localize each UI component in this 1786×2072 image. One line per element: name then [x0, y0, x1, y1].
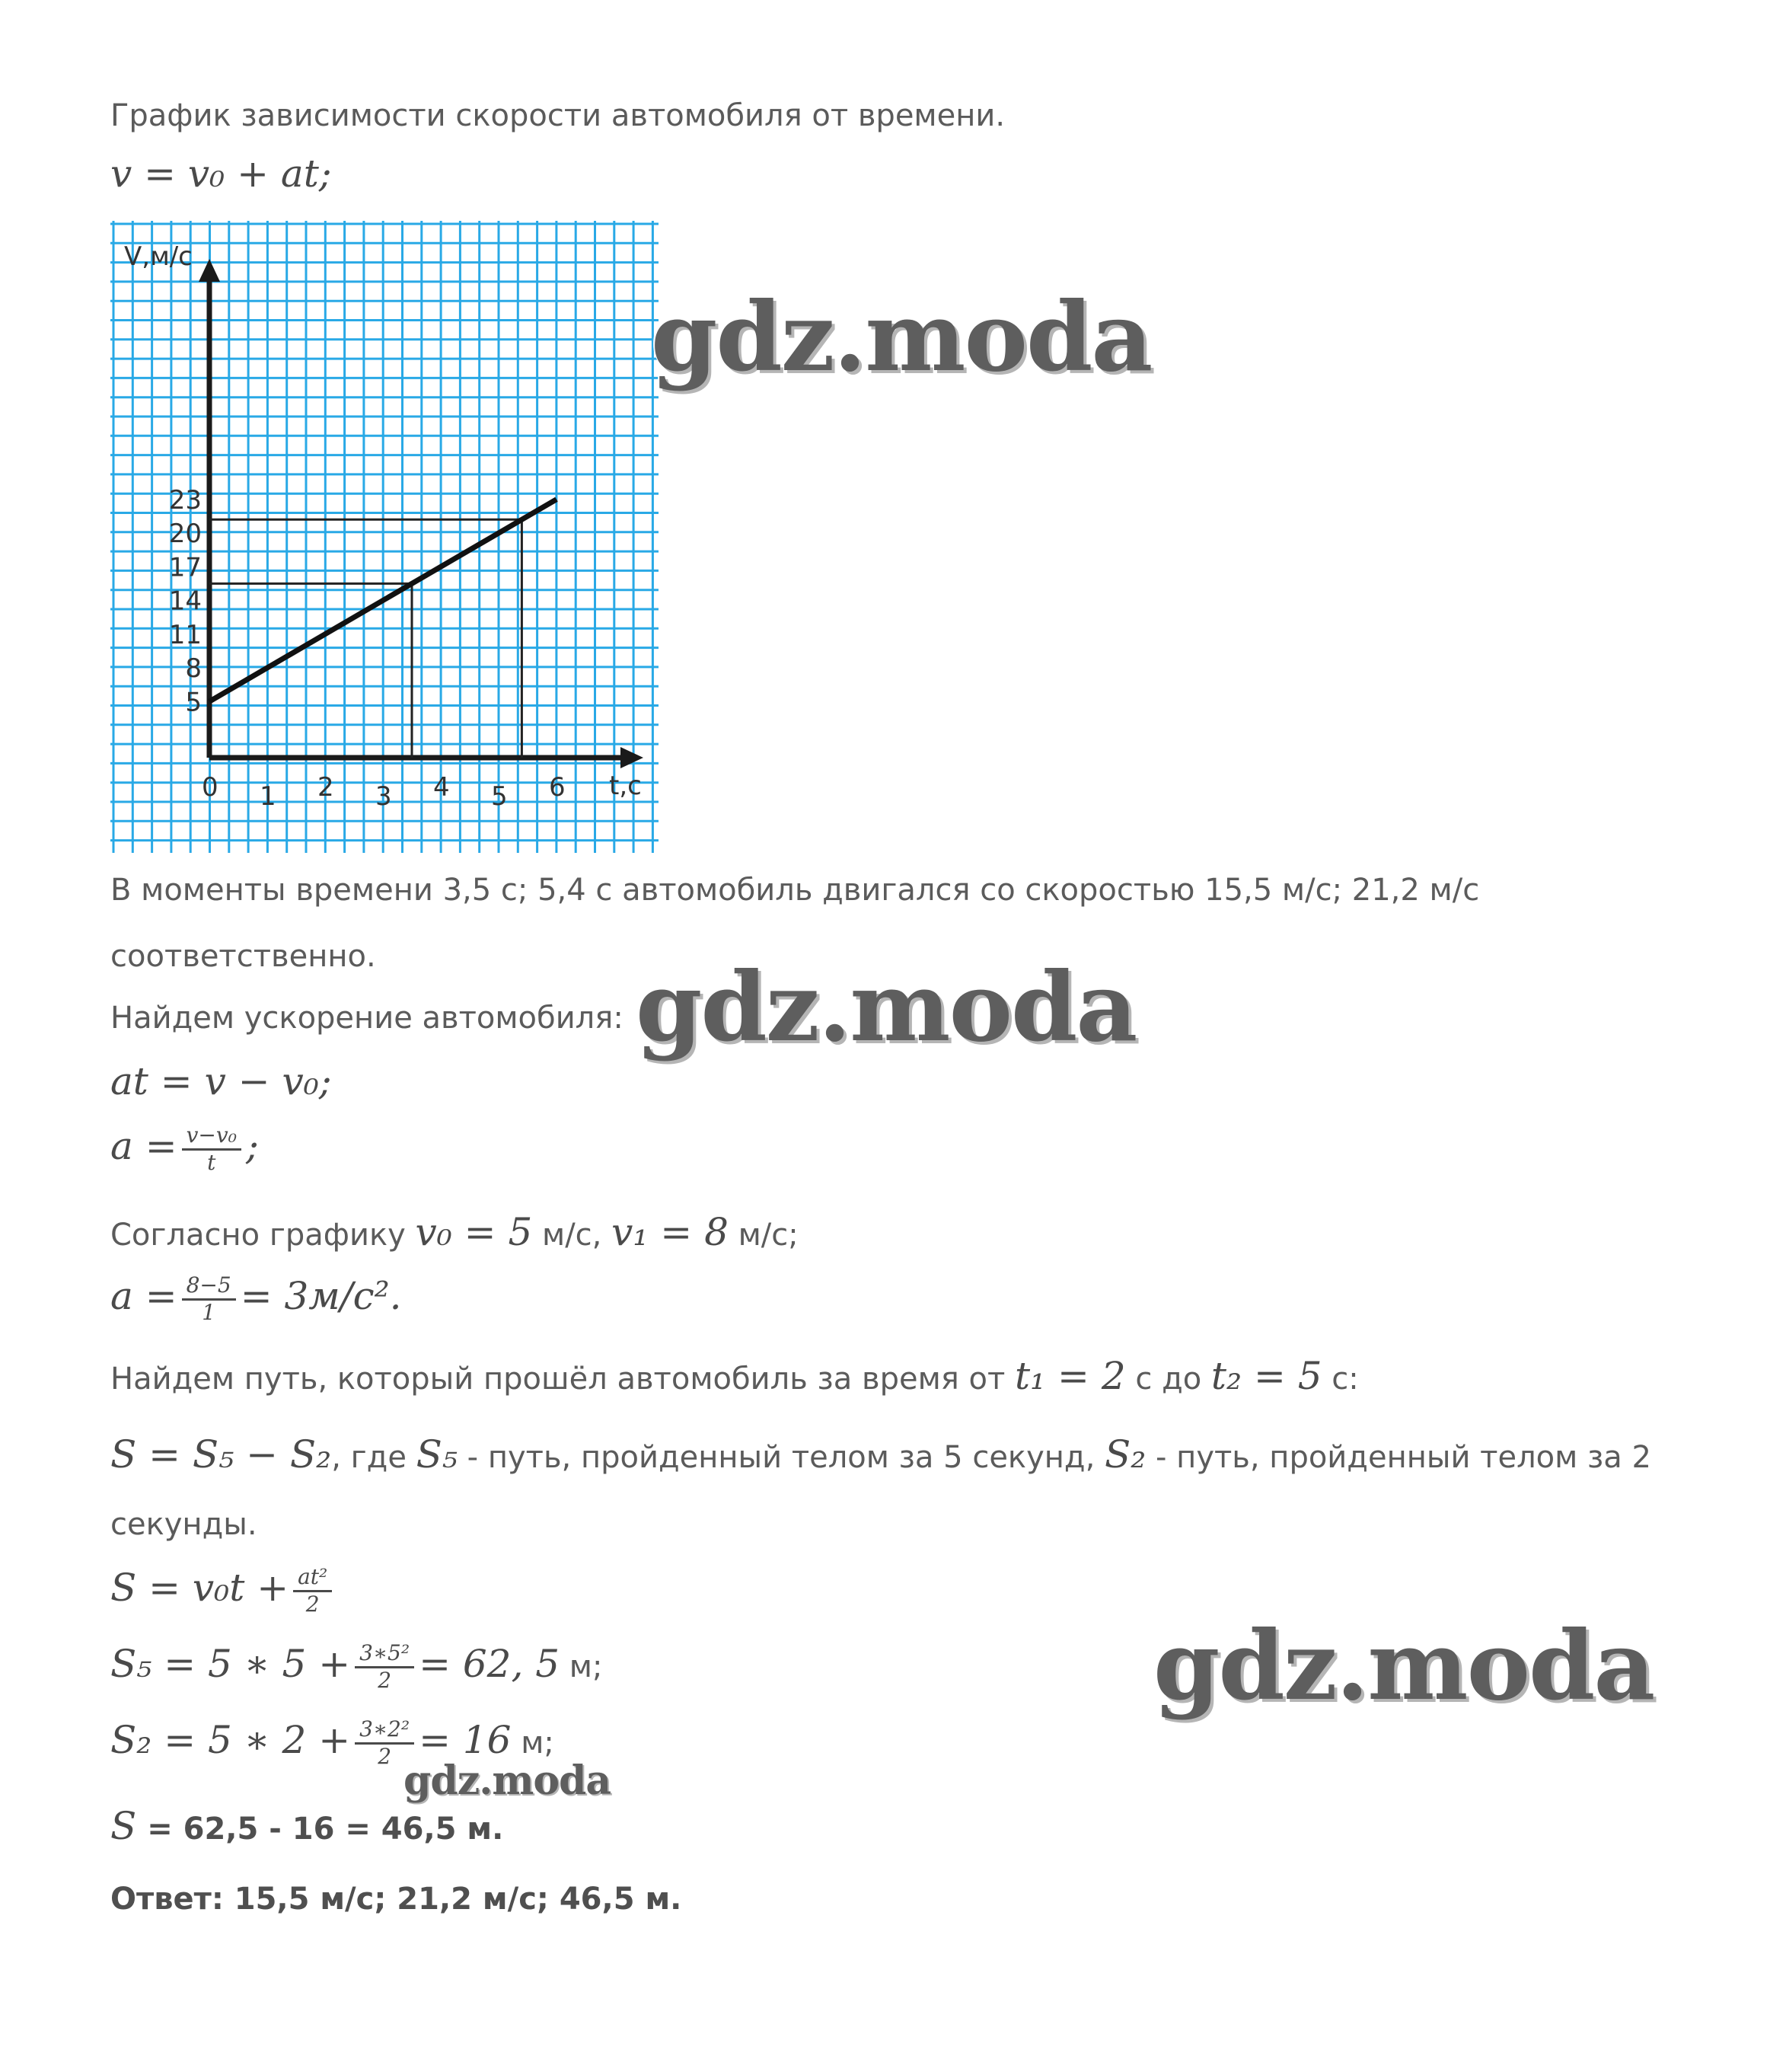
eq-s5-fraction — [355, 1641, 414, 1692]
watermark-4: gdz.moda — [403, 1758, 611, 1804]
eq-s-text1: , где — [331, 1440, 416, 1475]
eq-s-general-num: at² — [293, 1565, 332, 1592]
watermark-2: gdz.moda — [636, 952, 1137, 1063]
y-tick-label: 23 — [168, 484, 202, 516]
eq-s-general-lhs: S = v₀t + — [110, 1566, 289, 1610]
eq-s-s2: S₂ — [1105, 1432, 1147, 1477]
graph-v1: v₁ = 8 — [611, 1210, 729, 1254]
eq-s-main: S = S₅ − S₂ — [110, 1432, 332, 1477]
eq-a-lhs: a = — [110, 1124, 177, 1168]
watermark-1: gdz.moda — [651, 282, 1152, 393]
eq-s2-lhs: S₂ = 5 ∗ 2 + — [110, 1718, 351, 1762]
find-path-prefix: Найдем путь, который прошёл автомобиль за время от — [110, 1362, 1016, 1397]
y-tick-label: 14 — [168, 586, 202, 617]
eq-s5-den: 2 — [378, 1667, 392, 1693]
eq-a — [110, 1123, 259, 1175]
x-tick-label: 3 — [375, 781, 392, 812]
y-tick-label: 8 — [185, 653, 202, 684]
graph-mid: м/с, — [532, 1218, 612, 1253]
eq-s-definition — [110, 1432, 1651, 1477]
eq-s5-lhs: S₅ = 5 ∗ 5 + — [110, 1642, 351, 1686]
eq-s-text2: - путь, пройденный телом за 5 секунд, — [457, 1440, 1105, 1475]
velocity-time-chart — [110, 221, 659, 853]
y-tick-label: 5 — [185, 687, 202, 718]
find-path-text — [110, 1353, 1359, 1399]
x-axis-label: t,c — [609, 771, 642, 801]
moments-text-2: соответственно. — [110, 939, 376, 974]
eq-s5 — [110, 1641, 602, 1693]
find-path-t1: t₁ = 2 — [1015, 1354, 1126, 1398]
find-accel-text: Найдем ускорение автомобиля: — [110, 1001, 624, 1036]
find-path-t2: t₂ = 5 — [1210, 1354, 1322, 1398]
graph-v0: v₀ = 5 — [415, 1210, 533, 1254]
x-tick-label: 4 — [433, 772, 450, 803]
eq-s5-num: 3∗5² — [355, 1641, 414, 1668]
eq-s-final-var: S — [110, 1804, 137, 1848]
find-path-mid: с до — [1125, 1362, 1211, 1397]
eq-s-final — [110, 1803, 503, 1849]
eq-s-general — [110, 1565, 336, 1617]
eq-s2-den: 2 — [378, 1743, 392, 1769]
eq-s-s5: S₅ — [416, 1432, 458, 1477]
y-axis-label: V,м/с — [124, 241, 193, 272]
graph-prefix: Согласно графику — [110, 1218, 416, 1253]
eq-a-tail: ; — [245, 1124, 259, 1168]
eq-a2-num: 8−5 — [182, 1273, 236, 1300]
formula-velocity: v = v₀ + at; — [110, 152, 332, 196]
find-path-suffix: с: — [1322, 1362, 1359, 1397]
eq-at: at = v − v₀; — [110, 1059, 332, 1103]
eq-a-den: t — [207, 1149, 216, 1175]
eq-s2-rhs: = 16 — [419, 1718, 512, 1762]
graph-values-text — [110, 1209, 799, 1255]
graph-suffix: м/с; — [728, 1218, 799, 1253]
eq-s2-num: 3∗2² — [355, 1717, 414, 1744]
eq-a2-den: 1 — [202, 1299, 216, 1325]
eq-s-text3: - путь, пройденный телом за 2 — [1146, 1440, 1651, 1475]
eq-s5-unit: м; — [560, 1649, 603, 1684]
eq-a2-fraction — [182, 1273, 236, 1324]
intro-text: График зависимости скорости автомобиля от времени. — [110, 98, 1006, 133]
eq-s-general-fraction — [293, 1565, 332, 1616]
eq-s-final-value: = 62,5 - 16 = 46,5 м. — [136, 1812, 504, 1847]
eq-a-num: v−v₀ — [182, 1123, 241, 1150]
y-tick-label: 17 — [168, 552, 202, 583]
answer-text: Ответ: 15,5 м/с; 21,2 м/с; 46,5 м. — [110, 1882, 682, 1917]
eq-s-definition-2: секунды. — [110, 1507, 257, 1542]
eq-a-fraction — [182, 1123, 241, 1174]
y-tick-label: 20 — [168, 519, 202, 549]
eq-s2-unit: м; — [511, 1726, 554, 1761]
x-tick-label: 2 — [317, 772, 334, 803]
eq-a2-lhs: a = — [110, 1274, 177, 1318]
x-axis-arrow — [620, 747, 643, 768]
eq-s5-rhs: = 62, 5 — [419, 1642, 560, 1686]
eq-a2 — [110, 1273, 402, 1325]
y-tick-label: 11 — [168, 619, 202, 650]
eq-s-general-den: 2 — [305, 1591, 320, 1617]
x-tick-label: 6 — [549, 772, 566, 803]
watermark-3: gdz.moda — [1153, 1611, 1654, 1722]
x-tick-label: 0 — [202, 772, 218, 803]
x-tick-label: 1 — [260, 781, 276, 812]
x-tick-label: 5 — [491, 781, 508, 812]
moments-text: В моменты времени 3,5 с; 5,4 с автомобиль двигался со скоростью 15,5 м/с; 21,2 м/с — [110, 873, 1480, 908]
eq-a2-rhs: = 3м/с². — [240, 1274, 402, 1318]
